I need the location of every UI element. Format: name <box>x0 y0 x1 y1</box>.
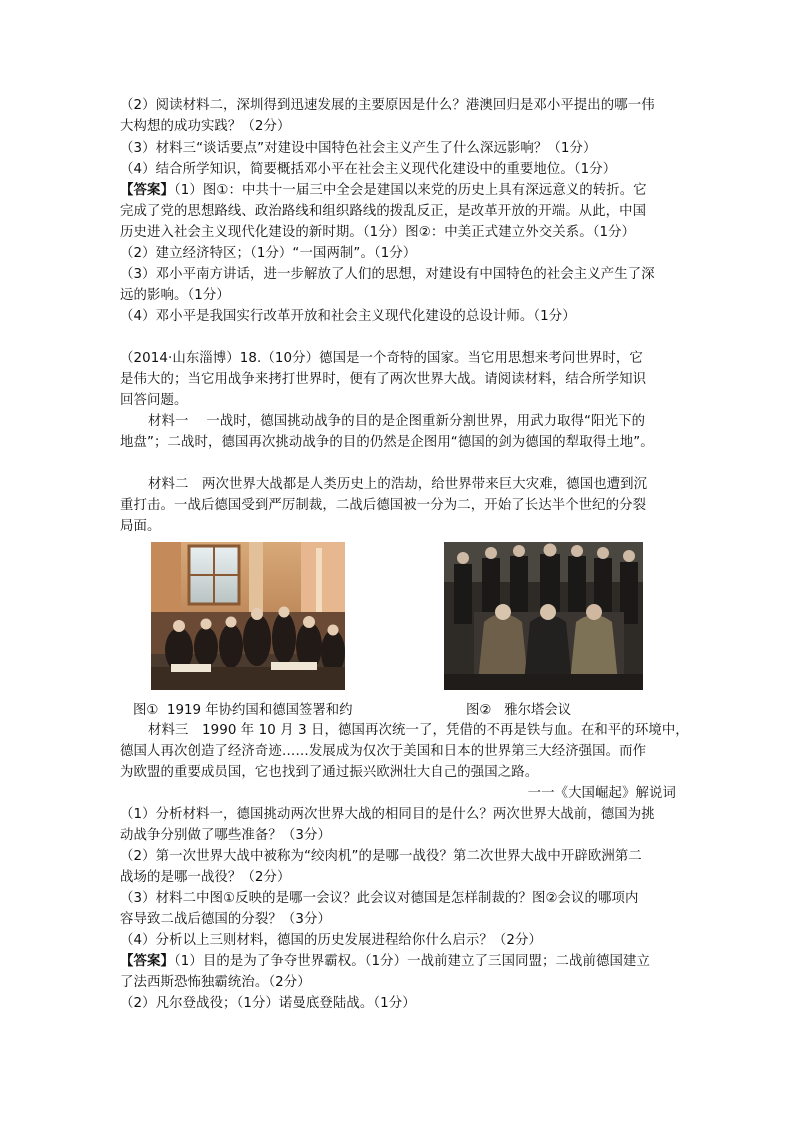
text-line: （2）建立经济特区；（1分）“一国两制”。（1分） <box>120 246 417 261</box>
text-line: 大构想的成功实践？（2分） <box>120 119 291 134</box>
text-line: 局面。 <box>120 519 161 534</box>
text-line: 战场的是哪一战役？（2分） <box>120 870 291 885</box>
text-line: 远的影响。（1分） <box>120 288 230 303</box>
text-line: （1）分析材料一，德国挑动两次世界大战的相同目的是什么？两次世界大战前，德国为挑 <box>120 807 655 822</box>
text-line: （2）凡尔登战役；（1分）诺曼底登陆战。（1分） <box>120 996 416 1011</box>
material-3: 材料三 1990 年 10 月 3 日，德国再次统一了，凭借的不再是铁与血。在和平的环境中， <box>148 723 689 738</box>
text-line: （2）阅读材料二，深圳得到迅速发展的主要原因是什么？港澳回归是邓小平提出的哪一伟 <box>120 98 655 113</box>
text-line: （3）材料三“谈话要点”对建设中国特色社会主义产生了什么深远影响？（1分） <box>120 141 597 156</box>
text-line: （4）结合所学知识，简要概括邓小平在社会主义现代化建设中的重要地位。（1分） <box>120 162 617 177</box>
text-line: 回答问题。 <box>120 393 188 408</box>
text-line: 容导致二战后德国的分裂？（3分） <box>120 912 331 927</box>
figure-2-caption-text: 雅尔塔会议 <box>504 703 572 718</box>
text-line: 为欧盟的重要成员国，它也找到了通过振兴欧洲壮大自己的强国之路。 <box>120 765 539 780</box>
text-line: 了法西斯恐怖独霸统治。（2分） <box>120 975 311 990</box>
question-header: （2014·山东淄博）18.（10分）德国是一个奇特的国家。当它用思想来考问世界时，它 <box>120 351 643 366</box>
figure-1-caption <box>133 700 353 721</box>
figure-2-label: 图② <box>466 703 492 718</box>
text-line: 德国人再次创造了经济奇迹……发展成为仅次于美国和日本的世界第三大经济强国。而作 <box>120 744 647 759</box>
material-1: 材料一 一战时，德国挑动战争的目的是企图重新分割世界，用武力取得“阳光下的 <box>148 414 646 429</box>
text-line: 动战争分别做了哪些准备？（3分） <box>120 828 331 843</box>
answer-text: （1）图①：中共十一届三中全会是建国以来党的历史上具有深远意义的转折。它 <box>173 183 647 198</box>
answer-line <box>120 180 680 201</box>
text-line: 地盘”；二战时，德国再次挑动战争的目的仍然是企图用“德国的剑为德国的犁取得土地”。 <box>120 435 654 450</box>
treaty-signing-photo <box>151 542 345 690</box>
answer-line <box>120 951 680 972</box>
figure-1-caption-text: 1919 年协约国和德国签署和约 <box>166 703 353 718</box>
answer-text: （1）目的是为了争夺世界霸权。（1分）一战前建立了三国同盟；二战前德国建立 <box>173 954 650 969</box>
text-line: 历史进入社会主义现代化建设的新时期。（1分）图②：中美正式建立外交关系。（1分） <box>120 225 636 240</box>
source-attribution: 一一《大国崛起》解说词 <box>527 786 676 801</box>
figure-1-label: 图① <box>133 703 159 718</box>
answer-tag: 【答案】 <box>120 954 174 969</box>
material-2: 材料二 两次世界大战都是人类历史上的浩劫，给世界带来巨大灾难，德国也遭到沉 <box>148 477 648 492</box>
text-line: 完成了党的思想路线、政治路线和组织路线的拨乱反正，是改革开放的开端。从此，中国 <box>120 204 647 219</box>
text-line: （4）分析以上三则材料，德国的历史发展进程给你什么启示？（2分） <box>120 933 542 948</box>
text-line: （3）邓小平南方讲话，进一步解放了人们的思想，对建设有中国特色的社会主义产生了深 <box>120 267 655 282</box>
figure-2-caption <box>466 700 571 721</box>
answer-tag: 【答案】 <box>120 183 174 198</box>
yalta-conference-photo <box>444 542 643 690</box>
text-line: （3）材料二中图①反映的是哪一会议？此会议对德国是怎样制裁的？图②会议的哪项内 <box>120 891 639 906</box>
text-line: 是伟大的；当它用战争来拷打世界时，便有了两次世界大战。请阅读材料，结合所学知识 <box>120 372 647 387</box>
text-line: 重打击。一战后德国受到严厉制裁，二战后德国被一分为二，开始了长达半个世纪的分裂 <box>120 498 647 513</box>
text-line: （4）邓小平是我国实行改革开放和社会主义现代化建设的总设计师。（1分） <box>120 309 576 324</box>
text-line: （2）第一次世界大战中被称为“绞肉机”的是哪一战役？第二次世界大战中开辟欧洲第二 <box>120 849 642 864</box>
